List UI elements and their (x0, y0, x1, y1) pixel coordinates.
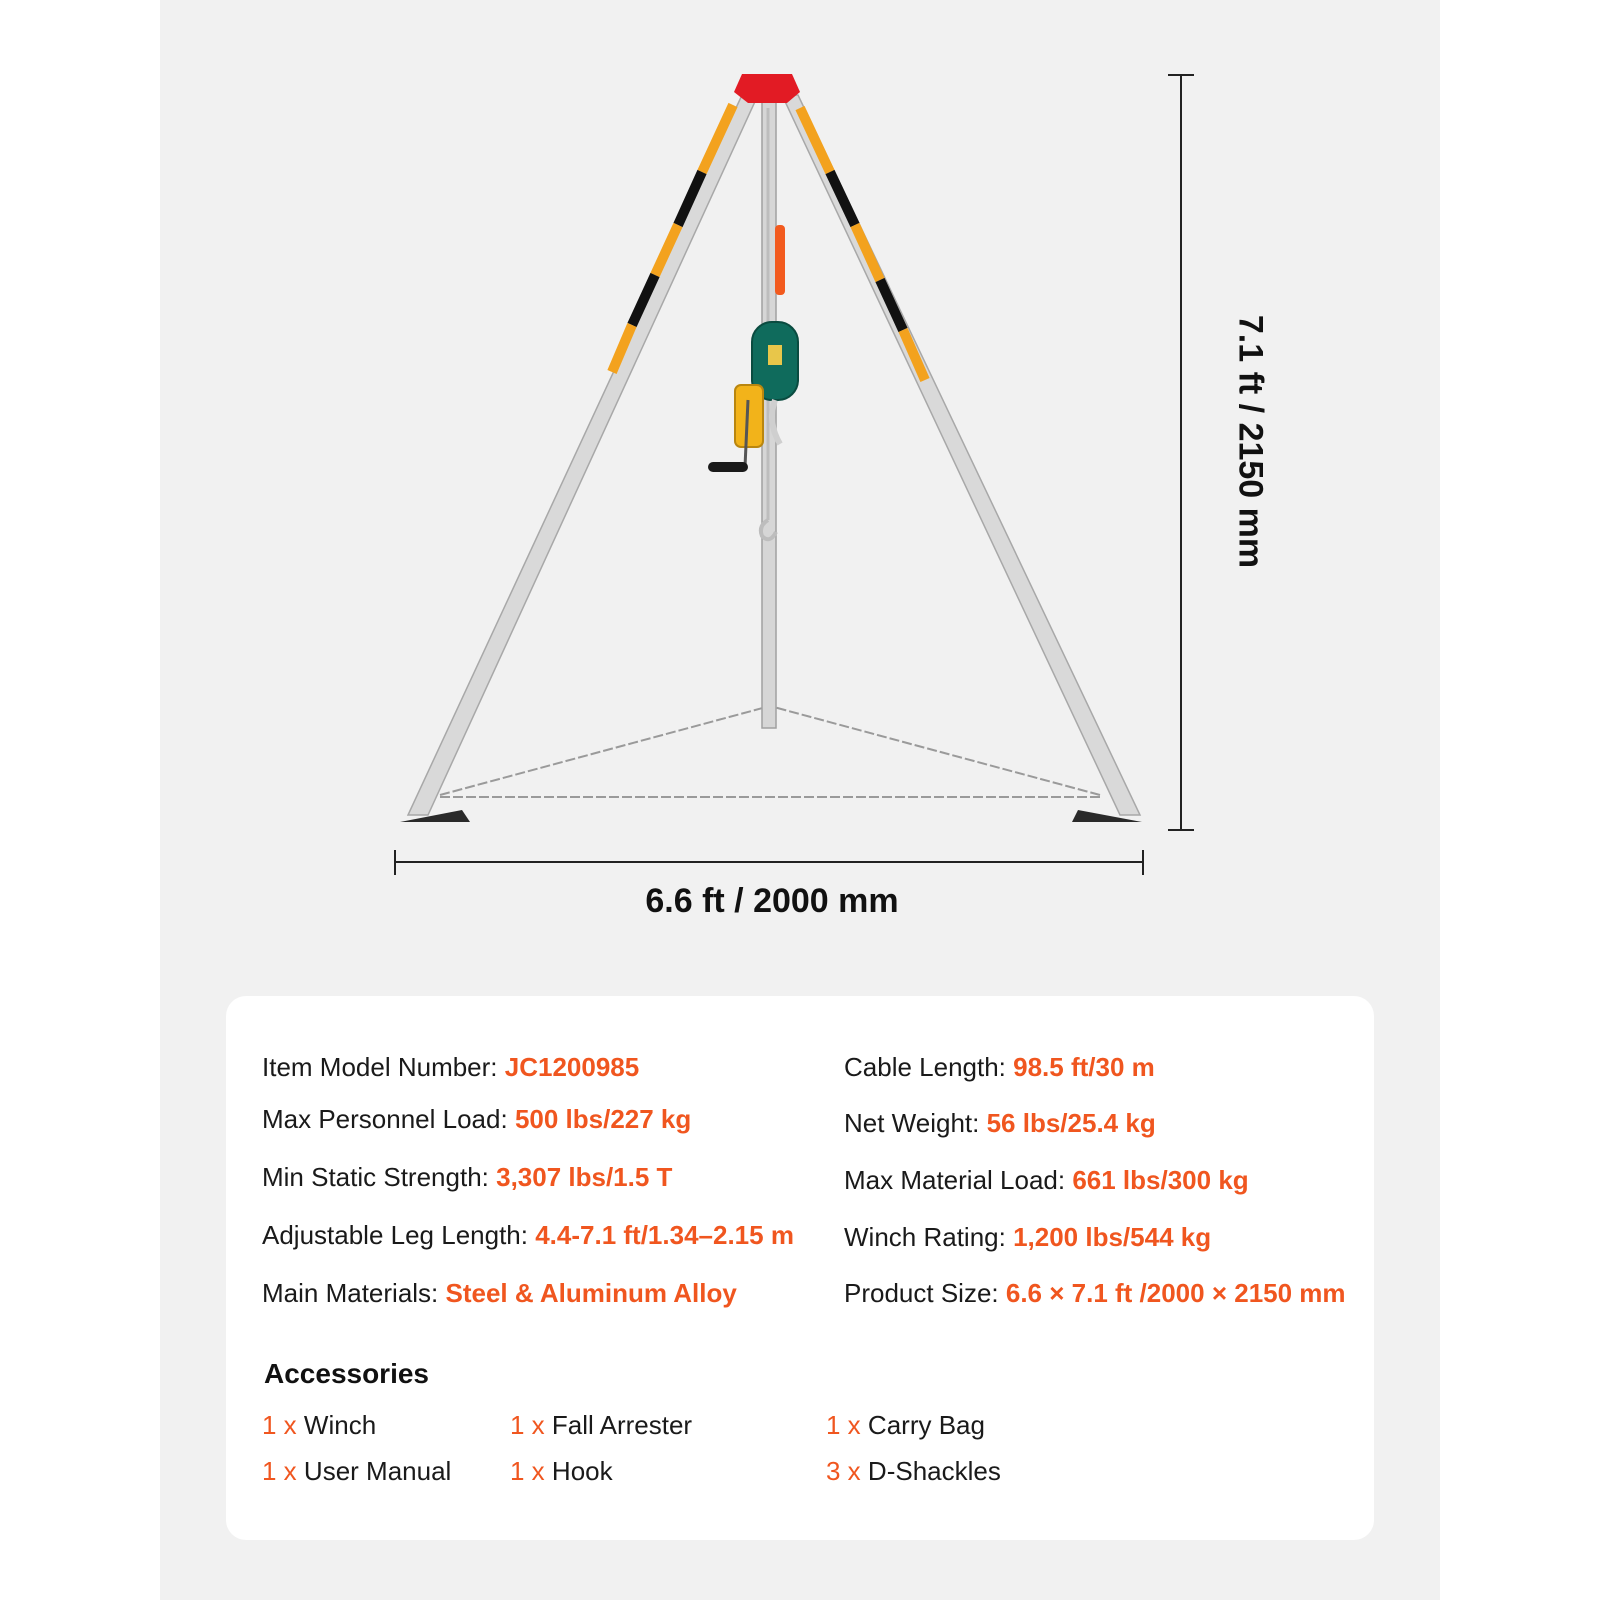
accessory-qty: 3 x (826, 1456, 861, 1486)
spec-label: Product Size: (844, 1278, 1006, 1308)
accessory-qty: 1 x (262, 1410, 297, 1440)
spec-label: Main Materials: (262, 1278, 446, 1308)
tripod-leg-right (782, 95, 1140, 815)
spec-value: 1,200 lbs/544 kg (1013, 1222, 1212, 1252)
accessory-name: Winch (303, 1410, 377, 1440)
spec-label: Max Personnel Load: (262, 1104, 515, 1134)
spec-label: Min Static Strength: (262, 1162, 497, 1192)
accessory-name: Hook (551, 1456, 613, 1486)
accessory-name: Carry Bag (867, 1410, 985, 1440)
accessory-item (510, 1456, 613, 1487)
accessory-item (826, 1456, 1001, 1487)
spec-label: Max Material Load: (844, 1165, 1073, 1195)
spec-cable-length (844, 1052, 1155, 1083)
spec-net-weight (844, 1108, 1156, 1139)
spec-product-size (844, 1278, 1346, 1309)
spec-material-load (844, 1165, 1249, 1196)
accessory-qty: 1 x (826, 1410, 861, 1440)
spec-label: Winch Rating: (844, 1222, 1014, 1252)
spec-value: 3,307 lbs/1.5 T (496, 1162, 673, 1192)
width-dimension-label: 6.6 ft / 2000 mm (645, 882, 899, 920)
accessory-item (262, 1410, 376, 1441)
spec-value: 6.6 × 7.1 ft /2000 × 2150 mm (1005, 1278, 1346, 1308)
spec-winch-rating (844, 1222, 1211, 1253)
spec-personnel-load (262, 1104, 691, 1135)
accessory-item (262, 1456, 451, 1487)
spec-value: 56 lbs/25.4 kg (986, 1108, 1156, 1138)
tripod-leg-left (408, 95, 758, 815)
accessory-qty: 1 x (510, 1410, 545, 1440)
accessory-name: D-Shackles (867, 1456, 1001, 1486)
spec-label: Net Weight: (844, 1108, 987, 1138)
accessory-qty: 1 x (510, 1456, 545, 1486)
spec-model (262, 1052, 639, 1083)
spec-value: 661 lbs/300 kg (1072, 1165, 1249, 1195)
accessory-name: User Manual (303, 1456, 452, 1486)
spec-value: 500 lbs/227 kg (514, 1104, 692, 1134)
accessories-title: Accessories (264, 1358, 430, 1389)
spec-value: JC1200985 (504, 1052, 640, 1082)
accessory-qty: 1 x (262, 1456, 297, 1486)
spec-value: 4.4-7.1 ft/1.34–2.15 m (535, 1220, 794, 1250)
tripod-head (734, 74, 800, 103)
spec-leg-length (262, 1220, 794, 1251)
lanyard (775, 225, 785, 295)
height-dimension-line (1168, 75, 1194, 830)
height-dimension-label: 7.1 ft / 2150 mm (1231, 314, 1270, 569)
accessory-name: Fall Arrester (551, 1410, 693, 1440)
spec-label: Cable Length: (844, 1052, 1014, 1082)
spec-value: 98.5 ft/30 m (1013, 1052, 1155, 1082)
accessory-item (510, 1410, 692, 1441)
spec-materials (262, 1278, 737, 1309)
spec-label: Adjustable Leg Length: (262, 1220, 536, 1250)
accessory-item (826, 1410, 985, 1441)
spec-label: Item Model Number: (262, 1052, 505, 1082)
spec-static-strength (262, 1162, 672, 1193)
spec-value: Steel & Aluminum Alloy (445, 1278, 737, 1308)
width-dimension-line (395, 850, 1143, 875)
winch (708, 385, 763, 472)
